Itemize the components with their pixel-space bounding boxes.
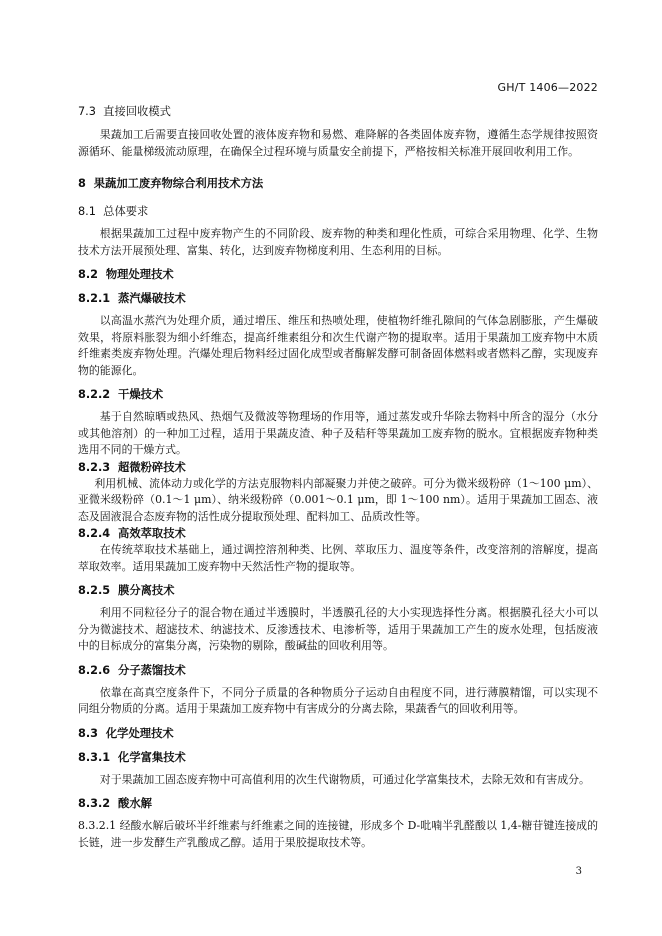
paragraph-8-2-4: 在传统萃取技术基础上，通过调控溶剂种类、比例、萃取压力、温度等条件，改变溶剂的溶解度，提高萃取效率。适用果蔬加工废弃物中天然活性产物的提取等。: [78, 543, 598, 573]
paragraph-8-2-6: 依靠在高真空度条件下，不同分子质量的各种物质分子运动自由程度不同，进行薄膜精馏，可以实现不同组分物质的分离。适用于果蔬加工废弃物中有害成分的分离去除，果蔬香气的回收利用等。: [78, 685, 598, 715]
paragraph-8-2-3: 利用机械、流体动力或化学的方法克服物料内部凝聚力并使之破碎。可分为微米级粉碎（1～100 μm）、亚微米级粉碎（0.1～1 μm）、纳米级粉碎（0.001～0.1 μm，即 1～100 nm）。适用于果蔬加工固态、液态及固液混合态废弃物的活性成分提取预处理、配料加工、品质改性等。: [78, 476, 598, 523]
paragraph-8-1: 根据果蔬加工过程中废弃物产生的不同阶段、废弃物的种类和理化性质，可综合采用物理、化学、生物技术方法开展预处理、富集、转化，达到废弃物梯度利用、生态利用的目标。: [78, 227, 598, 257]
heading-8-2: 8.2 物理处理技术: [78, 268, 174, 281]
heading-8-3-2: 8.3.2 酸水解: [78, 797, 152, 810]
heading-8-1: 8.1 总体要求: [78, 205, 149, 218]
paragraph-7-3: 果蔬加工后需要直接回收处置的液体废弃物和易燃、难降解的各类固体废弃物，遵循生态学规律按照资源循环、能量梯级流动原理，在确保全过程环境与质量安全前提下，严格按相关标准开展回收利用工作。: [78, 128, 598, 158]
heading-8-2-3: 8.2.3 超微粉碎技术: [78, 460, 186, 474]
heading-8-3: 8.3 化学处理技术: [78, 726, 174, 740]
document-body: [78, 104, 598, 851]
standard-code: GH/T 1406—2022: [497, 81, 598, 94]
paragraph-8-2-2: 基于自然晾晒或热风、热烟气及微波等物理场的作用等，通过蒸发或升华除去物料中所含的湿分（水分或其他溶剂）的一种加工过程，适用于果蔬皮渣、种子及秸秆等果蔬加工废弃物的脱水。宜根据废弃物种类选用不同的干燥方式。: [78, 410, 598, 456]
paragraph-8-3-2-1: 8.3.2.1 经酸水解后破坏半纤维素与纤维素之间的连接键，形成多个 D-吡喃半乳醛酸以 1,4-糖苷键连接成的长链，进一步发酵生产乳酸成乙醇。适用于果胶提取技术等。: [78, 819, 598, 849]
heading-8-2-6: 8.2.6 分子蒸馏技术: [78, 663, 186, 677]
paragraph-8-3-1: 对于果蔬加工固态废弃物中可高值利用的次生代谢物质，可通过化学富集技术，去除无效和有害成分。: [99, 772, 590, 786]
heading-8-3-1: 8.3.1 化学富集技术: [78, 750, 186, 764]
paragraph-8-2-5: 利用不同粒径分子的混合物在通过半透膜时，半透膜孔径的大小实现选择性分离。根据膜孔径大小可以分为微滤技术、超滤技术、纳滤技术、反渗透技术、电渗析等，适用于果蔬加工产生的废水处理，包括废液中的目标成分的富集分离，污染物的剔除，酸碱盐的回收利用等。: [78, 606, 598, 652]
heading-8-2-4: 8.2.4 高效萃取技术: [78, 527, 186, 540]
heading-8-2-2: 8.2.2 干燥技术: [78, 388, 164, 401]
heading-7-3: 7.3 直接回收模式: [78, 105, 171, 118]
heading-8-2-5: 8.2.5 膜分离技术: [78, 584, 175, 597]
heading-8: 8 果蔬加工废弃物综合利用技术方法: [78, 177, 264, 190]
paragraph-8-2-1: 以高温水蒸汽为处理介质，通过增压、维压和热喷处理，使植物纤维孔隙间的气体急剧膨胀，产生爆破效果，将原料胀裂为细小纤维态，提高纤维素组分和次生代谢产物的提取率。适用于果蔬加工废弃物中木质纤维素类废弃物处理。汽爆处理后物料经过固化成型或者酶解发酵可制备固体燃料或者燃料乙醇，实现废弃物的能源化。: [78, 314, 598, 377]
page-number: 3: [575, 866, 582, 877]
heading-8-2-1: 8.2.1 蒸汽爆破技术: [78, 292, 186, 305]
